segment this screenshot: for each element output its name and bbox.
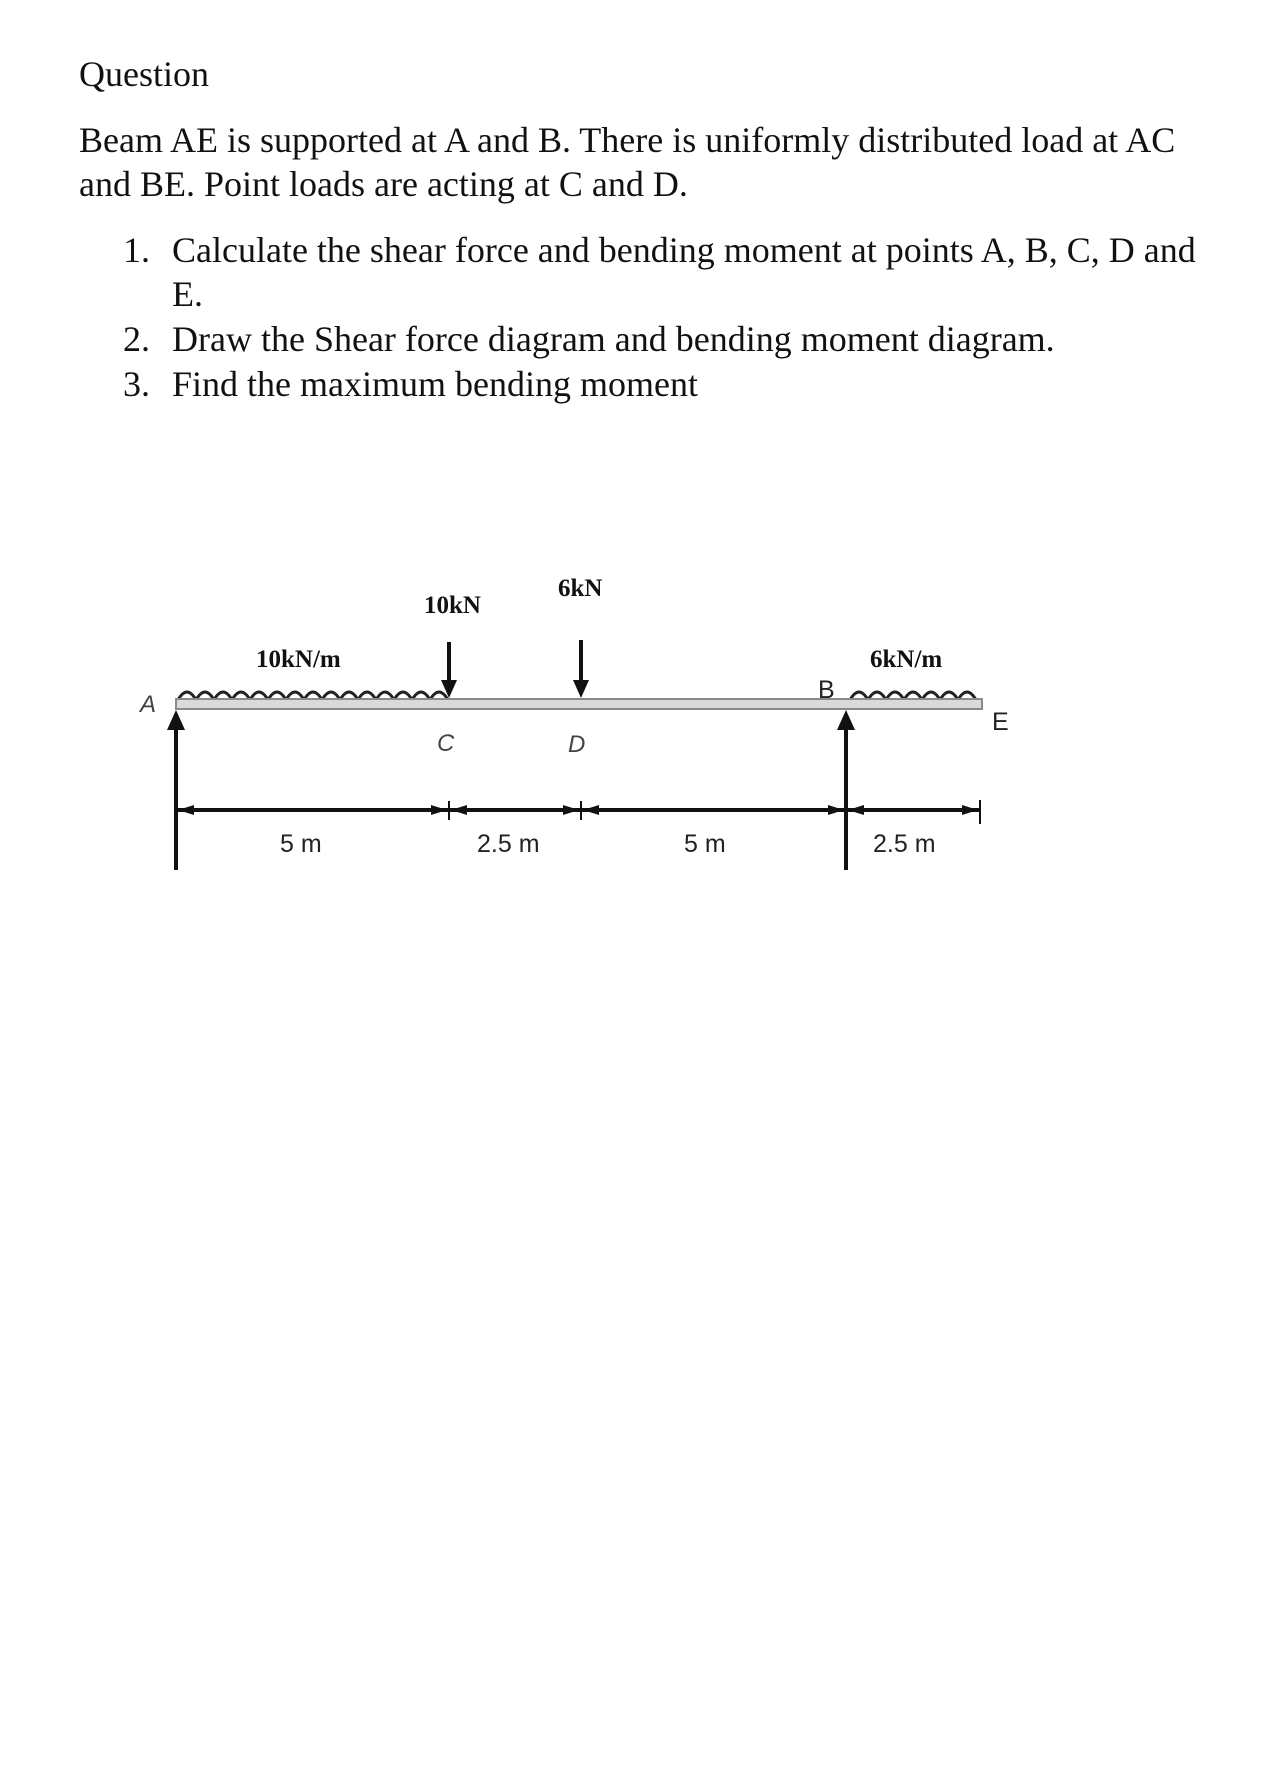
point-load-d-label: 6kN [558,575,603,602]
point-d-label: D [568,731,586,758]
beam [176,699,982,709]
point-e-label: E [992,708,1009,736]
point-a-label: A [140,691,157,718]
task-text: Calculate the shear force and bending moment at points A, B, C, D and E. [172,230,1196,314]
point-c-label: C [437,730,455,757]
task-text: Draw the Shear force diagram and bending moment diagram. [172,319,1055,359]
question-intro: Beam AE is supported at A and B. There is uniformly distributed load at AC and BE. Point loads are acting at C and D. [79,120,1176,204]
task-list [79,228,1209,407]
question-heading: Question [79,54,209,94]
task-number: 1. [123,230,150,270]
beam-diagram [0,560,1284,900]
task-number: 2. [123,319,150,359]
span-db-label: 5 m [684,830,726,858]
point-load-c-arrow [441,642,457,698]
task-item [79,317,1209,361]
point-b-label: B [818,676,835,704]
span-ac-label: 5 m [280,830,322,858]
dimension-line [176,800,980,824]
udl-be-label: 6kN/m [870,646,943,673]
point-load-d-arrow [573,640,589,698]
task-text: Find the maximum bending moment [172,364,698,404]
task-item [79,228,1209,316]
span-be-label: 2.5 m [873,830,936,858]
point-load-c-label: 10kN [424,592,481,619]
reaction-b-arrow [837,710,855,870]
reaction-a-arrow [167,710,185,870]
task-item [79,362,1209,406]
span-cd-label: 2.5 m [477,830,540,858]
udl-ac-label: 10kN/m [256,646,341,673]
task-number: 3. [123,364,150,404]
